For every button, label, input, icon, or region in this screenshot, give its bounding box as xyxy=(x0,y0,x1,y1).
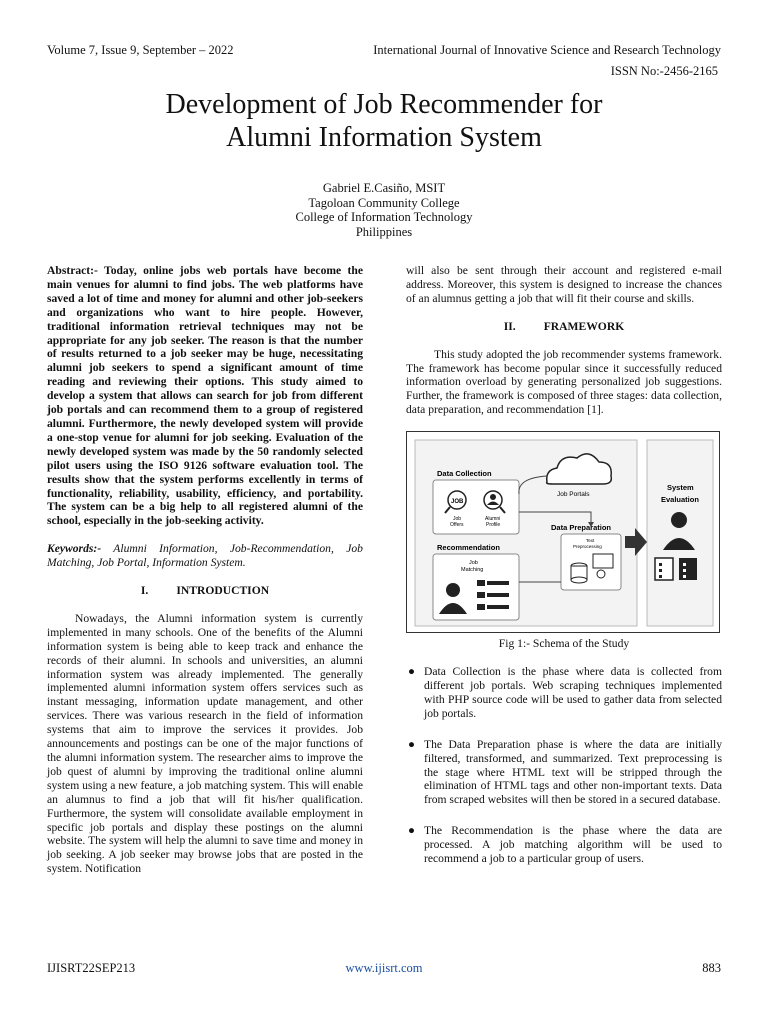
person-head-icon xyxy=(446,583,460,597)
bullet-icon: ● xyxy=(408,665,416,679)
section-heading-framework xyxy=(406,320,722,334)
checkbox-icon xyxy=(659,569,662,572)
author-block xyxy=(0,181,768,239)
framework-paragraph: This study adopted the job recommender systems framework. The framework has become popular since it successfully reduced information overload by generating personalized job suggestions. Further, the framework is composed of three stages: data collection, data preparation, and recommendation [1]. xyxy=(406,347,722,417)
job-offers-label-1: Job xyxy=(453,516,462,523)
abstract: Abstract:- Today, online jobs web portals have become the main venues for alumni to find jobs. The web platforms have saved a lot of time and money for alumni and other job-seekers and organizations who want to hire people. However, traditional information retrieval techniques may not be appropriate for any job seeker. The reason is that the number of results returned to a job seeker may be huge, necessitating alumni job seekers to spend a significant amount of time reading and reviewing their options. This study aimed to develop a system that allows can search for job from different job portals and can recommend them to a group of registered alumni. Furthermore, the newly developed system will provide a one-stop venue for alumni for job seeking. Evaluation of the newly developed system was made by the 50 randomly selected pilot users using the ISO 9126 software evaluation tool. The results show that the system performs excellently in terms of functionality, reliability, usability, efficiency, and portability. The system can be a big help to all registered alumni of the school, especially in the job-seeking activity. xyxy=(47,264,363,528)
list-icon xyxy=(477,592,485,598)
introduction-paragraph: Nowadays, the Alumni information system is currently implemented in many schools. One of the benefits of the Alumni information system is being able to keep track and enhance the records of their alumni. In schools and universities, an alumni information system was already implemented. The generally implemented alumni information system offers services such as instant messaging, information update management, and other services. There was various research in the field of information systems that aim to improve the services it provides. Job announcements and postings can be one of the major functions of the alumni information system. The researcher aims to improve the job quest of alumni by improving the traditional online alumni system using a new feature, a job matching system. This will enable an alumnus to find a job that will fit his/her qualification. Furthermore, the system will consolidate available employment in specific job portals and display these postings on the alumni website. The system will help the alumni to save time and money in job seeking. A job seeker may browse jobs that are posted in the system. Notification xyxy=(47,611,363,876)
job-offers-label-2: Offers xyxy=(450,522,464,529)
keywords-label: Keywords:- xyxy=(47,542,102,556)
recommendation-label: Recommendation xyxy=(437,543,500,553)
database-base-icon xyxy=(571,577,587,583)
bullet-icon: ● xyxy=(408,824,416,838)
figure-caption: Fig 1:- Schema of the Study xyxy=(498,637,630,651)
checklist-dark-icon xyxy=(679,558,697,580)
data-preparation-label: Data Preparation xyxy=(551,523,612,533)
section-title: INTRODUCTION xyxy=(176,584,270,598)
evaluation-label: Evaluation xyxy=(661,495,699,505)
list-icon xyxy=(477,580,485,586)
text-preprocessing-label-1: Text xyxy=(586,538,595,544)
section-number: II. xyxy=(503,319,516,333)
alumni-head-icon xyxy=(490,494,496,500)
footer-paper-id: IJISRT22SEP213 xyxy=(47,961,136,975)
alumni-profile-label-1: Alumni xyxy=(485,516,501,523)
bullet-text: Data Collection is the phase where data is collected from different job portals. Web scraping techniques implemented with PHP source code will be used to gather data from selected job portals. xyxy=(424,665,722,720)
bullet-text: The Data Preparation phase is where the data are initially filtered, transformed, and summarized. Text preprocessing is the stage where HTML text will be stripped through the elimination of HTML tags and other non-important texts. Data from scraped websites will then be stored in a secured database. xyxy=(424,737,722,807)
list-icon xyxy=(477,604,485,610)
author-name: Gabriel E.Casiño, MSIT xyxy=(322,181,446,195)
schema-diagram xyxy=(407,432,719,632)
header-issn: ISSN No:-2456-2165 xyxy=(610,64,718,78)
bullet-icon: ● xyxy=(408,737,416,751)
header-volume: Volume 7, Issue 9, September – 2022 xyxy=(47,43,234,57)
keywords xyxy=(47,542,363,570)
evaluation-panel xyxy=(647,440,713,626)
list-bar-icon xyxy=(487,605,509,609)
job-matching-label-2: Matching xyxy=(461,567,484,574)
system-label: System xyxy=(667,483,694,493)
checkbox-icon xyxy=(659,575,662,578)
alumni-profile-label-2: Profile xyxy=(486,522,501,529)
evaluator-head-icon xyxy=(671,512,687,528)
list-bar-icon xyxy=(487,581,509,585)
footer-website-link[interactable]: www.ijisrt.com xyxy=(345,961,423,975)
header-journal: International Journal of Innovative Science and Research Technology xyxy=(373,43,721,57)
title-line-1: Development of Job Recommender for xyxy=(165,89,603,120)
checkbox-icon xyxy=(683,569,686,572)
list-item xyxy=(406,738,722,808)
section-number: I. xyxy=(140,584,149,598)
list-item xyxy=(406,824,722,866)
checkbox-icon xyxy=(683,563,686,566)
left-column xyxy=(47,264,363,876)
title-line-2: Alumni Information System xyxy=(226,122,542,153)
job-matching-label-1: Job xyxy=(469,560,478,567)
author-affiliation-2: College of Information Technology xyxy=(295,210,473,224)
section-title: FRAMEWORK xyxy=(543,319,625,333)
checklist-icon xyxy=(655,558,673,580)
keywords-text: Alumni Information, Job-Recommendation, Job Matching, Job Portal, Information System. xyxy=(47,542,363,570)
paper-title xyxy=(0,88,768,154)
list-bar-icon xyxy=(487,593,509,597)
job-icon-text: JOB xyxy=(451,499,464,506)
data-collection-box xyxy=(433,480,519,534)
phase-list xyxy=(406,665,722,866)
checkbox-icon xyxy=(683,575,686,578)
author-affiliation-1: Tagoloan Community College xyxy=(308,195,460,210)
author-country: Philippines xyxy=(355,224,413,239)
section-heading-introduction xyxy=(47,584,363,598)
checkbox-icon xyxy=(659,563,662,566)
data-collection-label: Data Collection xyxy=(437,469,492,479)
list-item xyxy=(406,665,722,721)
right-column xyxy=(406,264,722,883)
footer-page-number: 883 xyxy=(702,961,721,975)
job-portals-label: Job Portals xyxy=(557,491,590,499)
introduction-continued: will also be sent through their account and registered e-mail address. Moreover, this system is designed to increase the chances of an alumnus getting a job that will fit their course and skills. xyxy=(406,264,722,305)
schema-figure xyxy=(406,431,720,633)
document-icon xyxy=(593,554,613,568)
text-preprocessing-label-2: Preprocessing xyxy=(573,544,602,550)
bullet-text: The Recommendation is the phase where the data are processed. A job matching algorithm will be used to recommend a job to a particular group of users. xyxy=(424,824,722,866)
gear-icon xyxy=(597,570,605,578)
